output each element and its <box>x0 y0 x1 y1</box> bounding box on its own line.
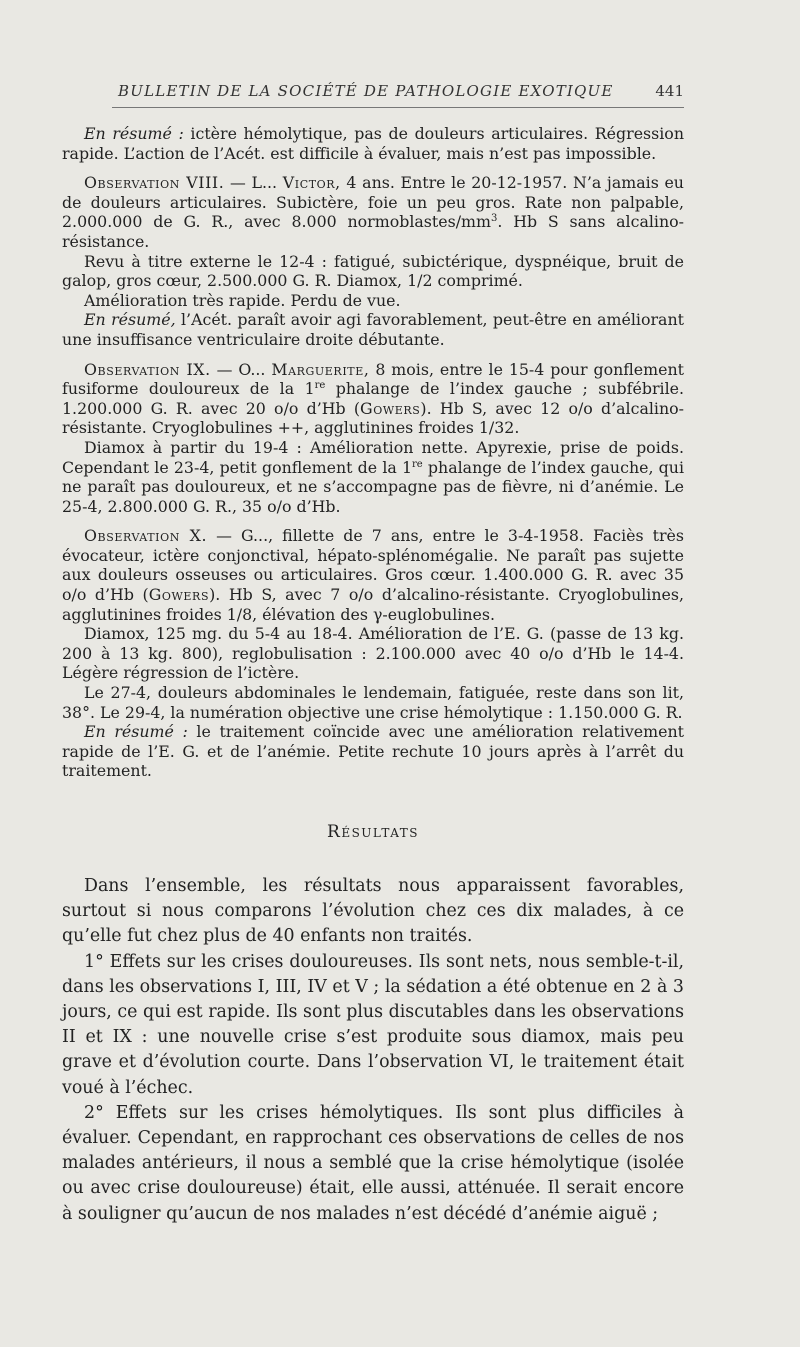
results-paragraph-3: 2° Effets sur les crises hémolytiques. Ils sont plus difficiles à évaluer. Cependant, en rapprochant ces observations de celles de nos malades antérieurs, il nous a semblé que la crise hémolytique (isolée ou avec crise douloureuse) était, elle aussi, atténuée. Il serait encore à souligner qu’aucun de nos malades n’est décédé d’anémie aiguë ; <box>62 1102 684 1224</box>
results-paragraph-2: 1° Effets sur les crises douloureuses. Ils sont nets, nous semble-t-il, dans les observations I, III, IV et V ; la sédation a été obtenue en 2 à 3 jours, ce qui est rapide. Ils sont plus discutables dans les observations II et IX : une nouvelle crise s’est produite sous diamox, mais peu grave et d’évolution courte. Dans l’observation VI, le traitement était voué à l’échec. <box>62 951 684 1098</box>
obs10-paragraph-2: Diamox, 125 mg. du 5-4 au 18-4. Amélioration de l’E. G. (passe de 13 kg. 200 à 13 kg. 800), reglobulisation : 2.100.000 avec 40 o/o d’Hb le 14-4. Légère régression de l’ictère. <box>62 624 684 683</box>
obs8-paragraph-3: Amélioration très rapide. Perdu de vue. <box>84 290 401 310</box>
obs8-label: Observation VIII. <box>84 173 225 193</box>
page-number: 441 <box>655 82 684 100</box>
obs9-label: Observation IX. <box>84 359 211 379</box>
obs9-paragraph-1: Observation IX. — O... Marguerite, 8 mois, entre le 15-4 pour gonflement fusiforme douloureux de la 1re phalange de l’index gauche ; subfébrile. 1.200.000 G. R. avec 20 o/o d’Hb (Gowers). Hb S, avec 12 o/o d’alcalino-résistante. Cryoglobulines ++, agglutinines froides 1/32. <box>62 359 684 438</box>
obs8-paragraph-1: Observation VIII. — L... Victor, 4 ans. Entre le 20-12-1957. N’a jamais eu de douleurs articulaires. Subictère, foie un peu gros. Rate non palpable, 2.000.000 de G. R., avec 8.000 normoblastes/$mm^3$. Hb S sans alcalino-résistance. <box>62 173 684 251</box>
obs10-summary: En résumé : le traitement coïncide avec une amélioration relativement rapide de l’E. G. et de l’anémie. Petite rechute 10 jours après à l’arrêt du traitement. <box>62 722 684 781</box>
obs7-summary: En résumé : ictère hémolytique, pas de douleurs articulaires. Régression rapide. L’action de l’Acét. est difficile à évaluer, mais n’est pas impossible. <box>62 124 684 163</box>
header-rule <box>112 107 684 108</box>
section-title: Résultats <box>327 822 419 842</box>
results-paragraph-1: Dans l’ensemble, les résultats nous apparaissent favorables, surtout si nous comparons l’évolution chez ces dix malades, à ce qu’elle fut chez plus de 40 enfants non traités. <box>62 876 684 947</box>
running-title: BULLETIN DE LA SOCIÉTÉ DE PATHOLOGIE EXOTIQUE <box>118 82 614 100</box>
obs9-paragraph-2: Diamox à partir du 19-4 : Amélioration nette. Apyrexie, prise de poids. Cependant le 23-4, petit gonflement de la 1re phalange de l’index gauche, qui ne paraît pas douloureux, et ne s’accompagne pas de fièvre, ni d’anémie. Le 25-4, 2.800.000 G. R., 35 o/o d’Hb. <box>62 437 685 516</box>
obs10-paragraph-3: Le 27-4, douleurs abdominales le lendemain, fatiguée, reste dans son lit, 38°. Le 29-4, la numération objective une crise hémolytique : 1.150.000 G. R. <box>62 683 684 722</box>
running-header <box>118 82 684 100</box>
results-block <box>62 874 684 1227</box>
obs8-paragraph-2: Revu à titre externe le 12-4 : fatigué, subictérique, dyspnéique, bruit de galop, gros cœur, 2.500.000 G. R. Diamox, 1/2 comprimé. <box>62 251 684 291</box>
observations-block <box>62 124 684 781</box>
obs8-summary: En résumé, l’Acét. paraît avoir agi favorablement, peut-être en améliorant une insuffisance ventriculaire droite débutante. <box>62 310 684 349</box>
obs10-label: Observation X. <box>84 526 208 546</box>
obs10-paragraph-1: Observation X. — G..., fillette de 7 ans, entre le 3-4-1958. Faciès très évocateur, ictère conjonctival, hépato-splénomégalie. Ne paraît pas sujette aux douleurs osseuses ou articulaires. Gros cœur. 1.400.000 G. R. avec 35 o/o d’Hb (Gowers). Hb S, avec 7 o/o d’alcalino-résistante. Cryoglobulines, agglutinines froides 1/8, élévation des γ-euglobulines. <box>62 526 685 624</box>
